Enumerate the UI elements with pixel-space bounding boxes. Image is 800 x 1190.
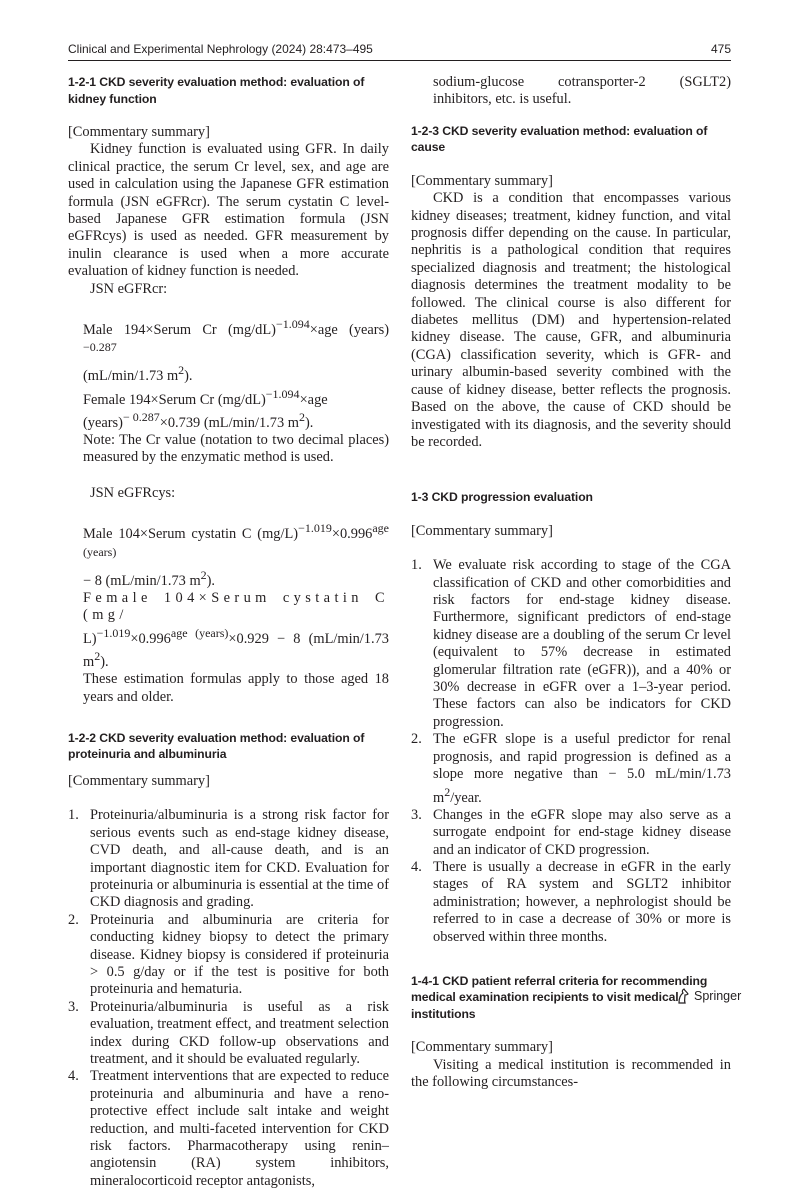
commentary-label: [Commentary summary] [68,772,210,789]
paragraph-referral: Visiting a medical institution is recommended in the following circumstances- [411,1056,731,1091]
paragraph-cause: CKD is a condition that encompasses various kidney diseases; treatment, kidney function, and vital prognosis differ depending on the cause. In particular, nephritis is a pathological condition that requires specialized diagnosis and treatment; the histological diagnosis determines the treatment modality to be followed. The clinical course is also different for diabetes mellitus (DM) and hypertension-related kidney disease. The cause, GFR, and albuminuria (CGA) classification severity, which is GFR- and urinary albumin-based severity combined with the cause of kidney disease, better reflects the prognosis. Based on the above, the cause of CKD should be investigated with its diagnosis, and the severity should be recorded. [411,190,731,450]
proteinuria-list [68,807,389,1190]
running-header [68,38,731,61]
list-item: 1. Proteinuria/albuminuria is a strong risk factor for serious events such as end-stage kidney disease, CVD death, and all-cause death, and is an important diagnostic item for CKD. Evaluation for proteinuria or albuminuria is essential at the time of CKD diagnosis and grading. [68,807,389,911]
section-heading-1-2-1: 1-2-1 CKD severity evaluation method: evaluation of kidney function [68,75,365,106]
formula-female-cr: Female 194×Serum Cr $(mg/dL)^{-1.094}\times age$ (years)$^{- 0.287}$×0.739 (mL/min/1.73 $m^2$). [83,386,328,431]
right-column [411,74,731,1092]
paragraph-kidney-function: Kidney function is evaluated using GFR. In daily clinical practice, the serum Cr level, sex, and age are used in calculation using the Japanese GFR estimation formula (JSN eGFRcr). The serum cystatin C level-based Japanese GFR estimation formula (JSN eGFRcys) is used as needed. GFR measurement by inulin clearance is used when a more accurate evaluation of kidney function is needed. [68,141,389,280]
section-heading-1-2-2: 1-2-2 CKD severity evaluation method: evaluation of proteinuria and albuminuria [68,730,365,762]
springer-horse-icon [676,988,690,1004]
list-item: 4. There is usually a decrease in eGFR in the early stages of RA system and SGLT2 inhibitor administration; however, a nephrologist should be referred to in case a decrease of 30% or more is observed within three months. [411,858,731,945]
formula-female-cys: Female 104×Serum cystatin C (mg/ $L)^{-1.019}\times 0.996^{age (years)}\times 0.929 - 8$ (mL/min/1.73 $m^2$). [83,589,389,670]
formula-male-cys: Male 104×Serum cystatin C $(mg/L)^{-1.019}\times 0.996^{age (years)}$ − 8 (mL/min/1.73 $m^2$). [83,521,389,589]
commentary-label: [Commentary summary] [411,172,553,189]
commentary-label: [Commentary summary] [411,1039,553,1056]
list-item: 4. Treatment interventions that are expected to reduce proteinuria and albuminuria and have a reno-protective effect include salt intake and weight reduction, and multi-faceted intervention for CKD risk factors. Pharmacotherapy using renin–angiotensin (RA) system inhibitors, mineralocorticoid receptor antagonists, [68,1068,389,1189]
list-item-continuation: sodium-glucose cotransporter-2 (SGLT2) inhibitors, etc. is useful. [433,74,731,108]
egfrcys-label: JSN eGFRcys: [90,484,176,501]
commentary-label: [Commentary summary] [411,522,553,539]
list-item: 2. The eGFR slope is a useful predictor for renal prognosis, and rapid progression is defined as a slope more negative than − 5.0 mL/min/1.73 $m^2$/year. [411,731,731,806]
section-heading-1-4-1: 1-4-1 CKD patient referral criteria for recommending medical examination recipients to visit medical institutions [411,973,708,1021]
left-column [68,74,389,1190]
continued-list [411,74,731,109]
progression-list [411,557,731,946]
list-item: 3. Changes in the eGFR slope may also serve as a surrogate endpoint for end-stage kidney disease and an indicator of CKD progression. [411,806,731,858]
list-item: 3. Proteinuria/albuminuria is useful as a risk evaluation, treatment effect, and treatment selection index during CKD follow-up observations and treatment, and it should be evaluated regularly. [68,998,389,1068]
publisher-name: Springer [694,989,742,1003]
publisher-logo [676,988,741,1004]
page-number: 475 [710,42,731,56]
list-item: 2. Proteinuria and albuminuria are criteria for conducting kidney biopsy to detect the primary disease. Kidney biopsy is considered if proteinuria > 0.5 g/day or if the test is positive for both proteinuria and hematuria. [68,911,389,998]
formula-male-cr: Male 194×Serum Cr $(mg/dL)^{-1.094}\times age$ (years)$^{-0.287}$ (mL/min/1.73 $m^2$). [83,317,389,385]
commentary-label: [Commentary summary] [68,124,210,140]
egfrcr-label: JSN eGFRcr: [90,280,168,297]
note-cr-value: Note: The Cr value (notation to two decimal places) measured by the enzymatic method is used. [83,432,389,466]
section-heading-1-3: 1-3 CKD progression evaluation [411,490,593,505]
section-heading-1-2-3: 1-2-3 CKD severity evaluation method: evaluation of cause [411,123,708,155]
list-item: 1. We evaluate risk according to stage of the CGA classification of CKD and other comorbidities and risk factors for end-stage kidney disease. Furthermore, significant predictors of end-stage kidney disease are a doubling of the serum Cr level (equivalent to 57% decrease in estimated glomerular filtration rate (eGFR)), and a 40% or 30% decrease in eGFR over a 1–3-year period. These factors can also be indicators for CKD progression. [411,557,731,730]
journal-citation: Clinical and Experimental Nephrology (2024) 28:473–495 [68,42,373,56]
age-note: These estimation formulas apply to those aged 18 years and older. [83,671,389,705]
